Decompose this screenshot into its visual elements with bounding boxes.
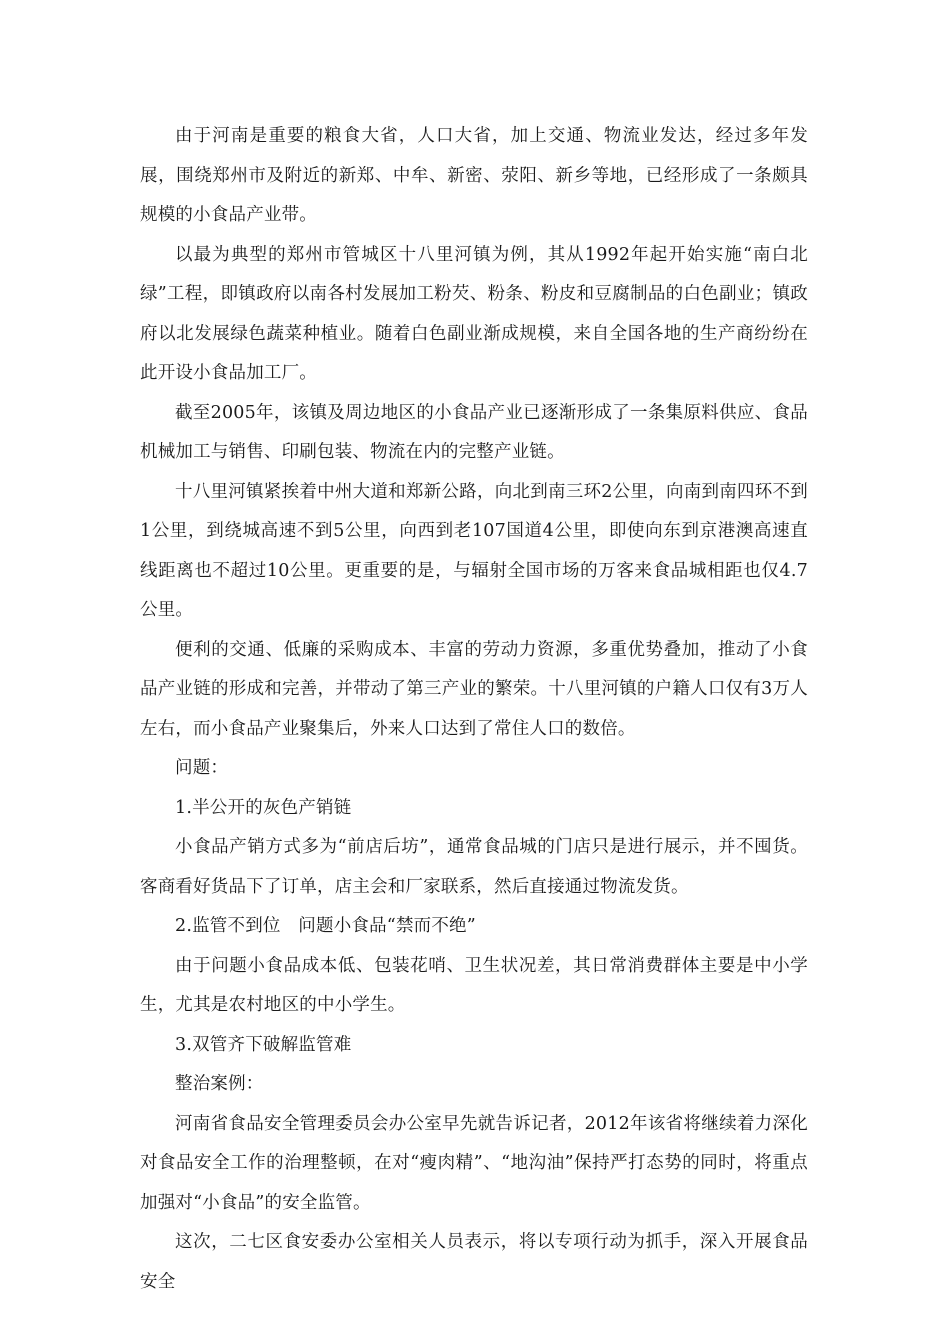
- paragraph-erqi-district: 这次，二七区食安委办公室相关人员表示，将以专项行动为抓手，深入开展食品安全: [140, 1232, 808, 1292]
- paragraph-intro: 由于河南是重要的粮食大省，人口大省，加上交通、物流业发达，经过多年发展，围绕郑州市及附近的新郑、中牟、新密、荥阳、新乡等地，已经形成了一条颇具规模的小食品产业带。: [140, 126, 808, 225]
- document-body: [140, 117, 808, 1302]
- paragraph-example: 以最为典型的郑州市管城区十八里河镇为例，其从1992年起开始实施“南白北绿”工程，即镇政府以南各村发展加工粉芡、粉条、粉皮和豆腐制品的白色副业；镇政府以北发展绿色蔬菜种植业。随着白色副业渐成规模，来自全国各地的生产商纷纷在此开设小食品加工厂。: [140, 244, 808, 383]
- paragraph-case: 河南省食品安全管理委员会办公室早先就告诉记者，2012年该省将继续着力深化对食品安全工作的治理整顿，在对“瘦肉精”、“地沟油”保持严打态势的同时，将重点加强对“小食品”的安全监管。: [140, 1113, 808, 1213]
- heading-problem-3: 3.双管齐下破解监管难: [175, 1034, 352, 1055]
- paragraph-problem-2: 由于问题小食品成本低、包装花哨、卫生状况差，其日常消费群体主要是中小学生，尤其是农村地区的中小学生。: [140, 955, 808, 1015]
- paragraph-problem-1: 小食品产销方式多为“前店后坊”，通常食品城的门店只是进行展示，并不囤货。客商看好货品下了订单，店主会和厂家联系，然后直接通过物流发货。: [140, 837, 808, 897]
- paragraph-location: 十八里河镇紧挨着中州大道和郑新公路，向北到南三环2公里，向南到南四环不到1公里，到绕城高速不到5公里，向西到老107国道4公里，即使向东到京港澳高速直线距离也不超过10公里。更重要的是，与辐射全国市场的万客来食品城相距也仅4.7公里。: [140, 481, 808, 620]
- heading-problems: 问题：: [175, 758, 229, 778]
- heading-problem-1: 1.半公开的灰色产销链: [175, 797, 352, 818]
- heading-problem-2: 2.监管不到位 问题小食品“禁而不绝”: [175, 916, 476, 936]
- paragraph-advantages: 便利的交通、低廉的采购成本、丰富的劳动力资源，多重优势叠加，推动了小食品产业链的形成和完善，并带动了第三产业的繁荣。十八里河镇的户籍人口仅有3万人左右，而小食品产业聚集后，外来人口达到了常住人口的数倍。: [140, 639, 808, 739]
- paragraph-industry-chain: 截至2005年，该镇及周边地区的小食品产业已逐渐形成了一条集原料供应、食品机械加工与销售、印刷包装、物流在内的完整产业链。: [140, 402, 808, 462]
- heading-case: 整治案例：: [175, 1074, 264, 1094]
